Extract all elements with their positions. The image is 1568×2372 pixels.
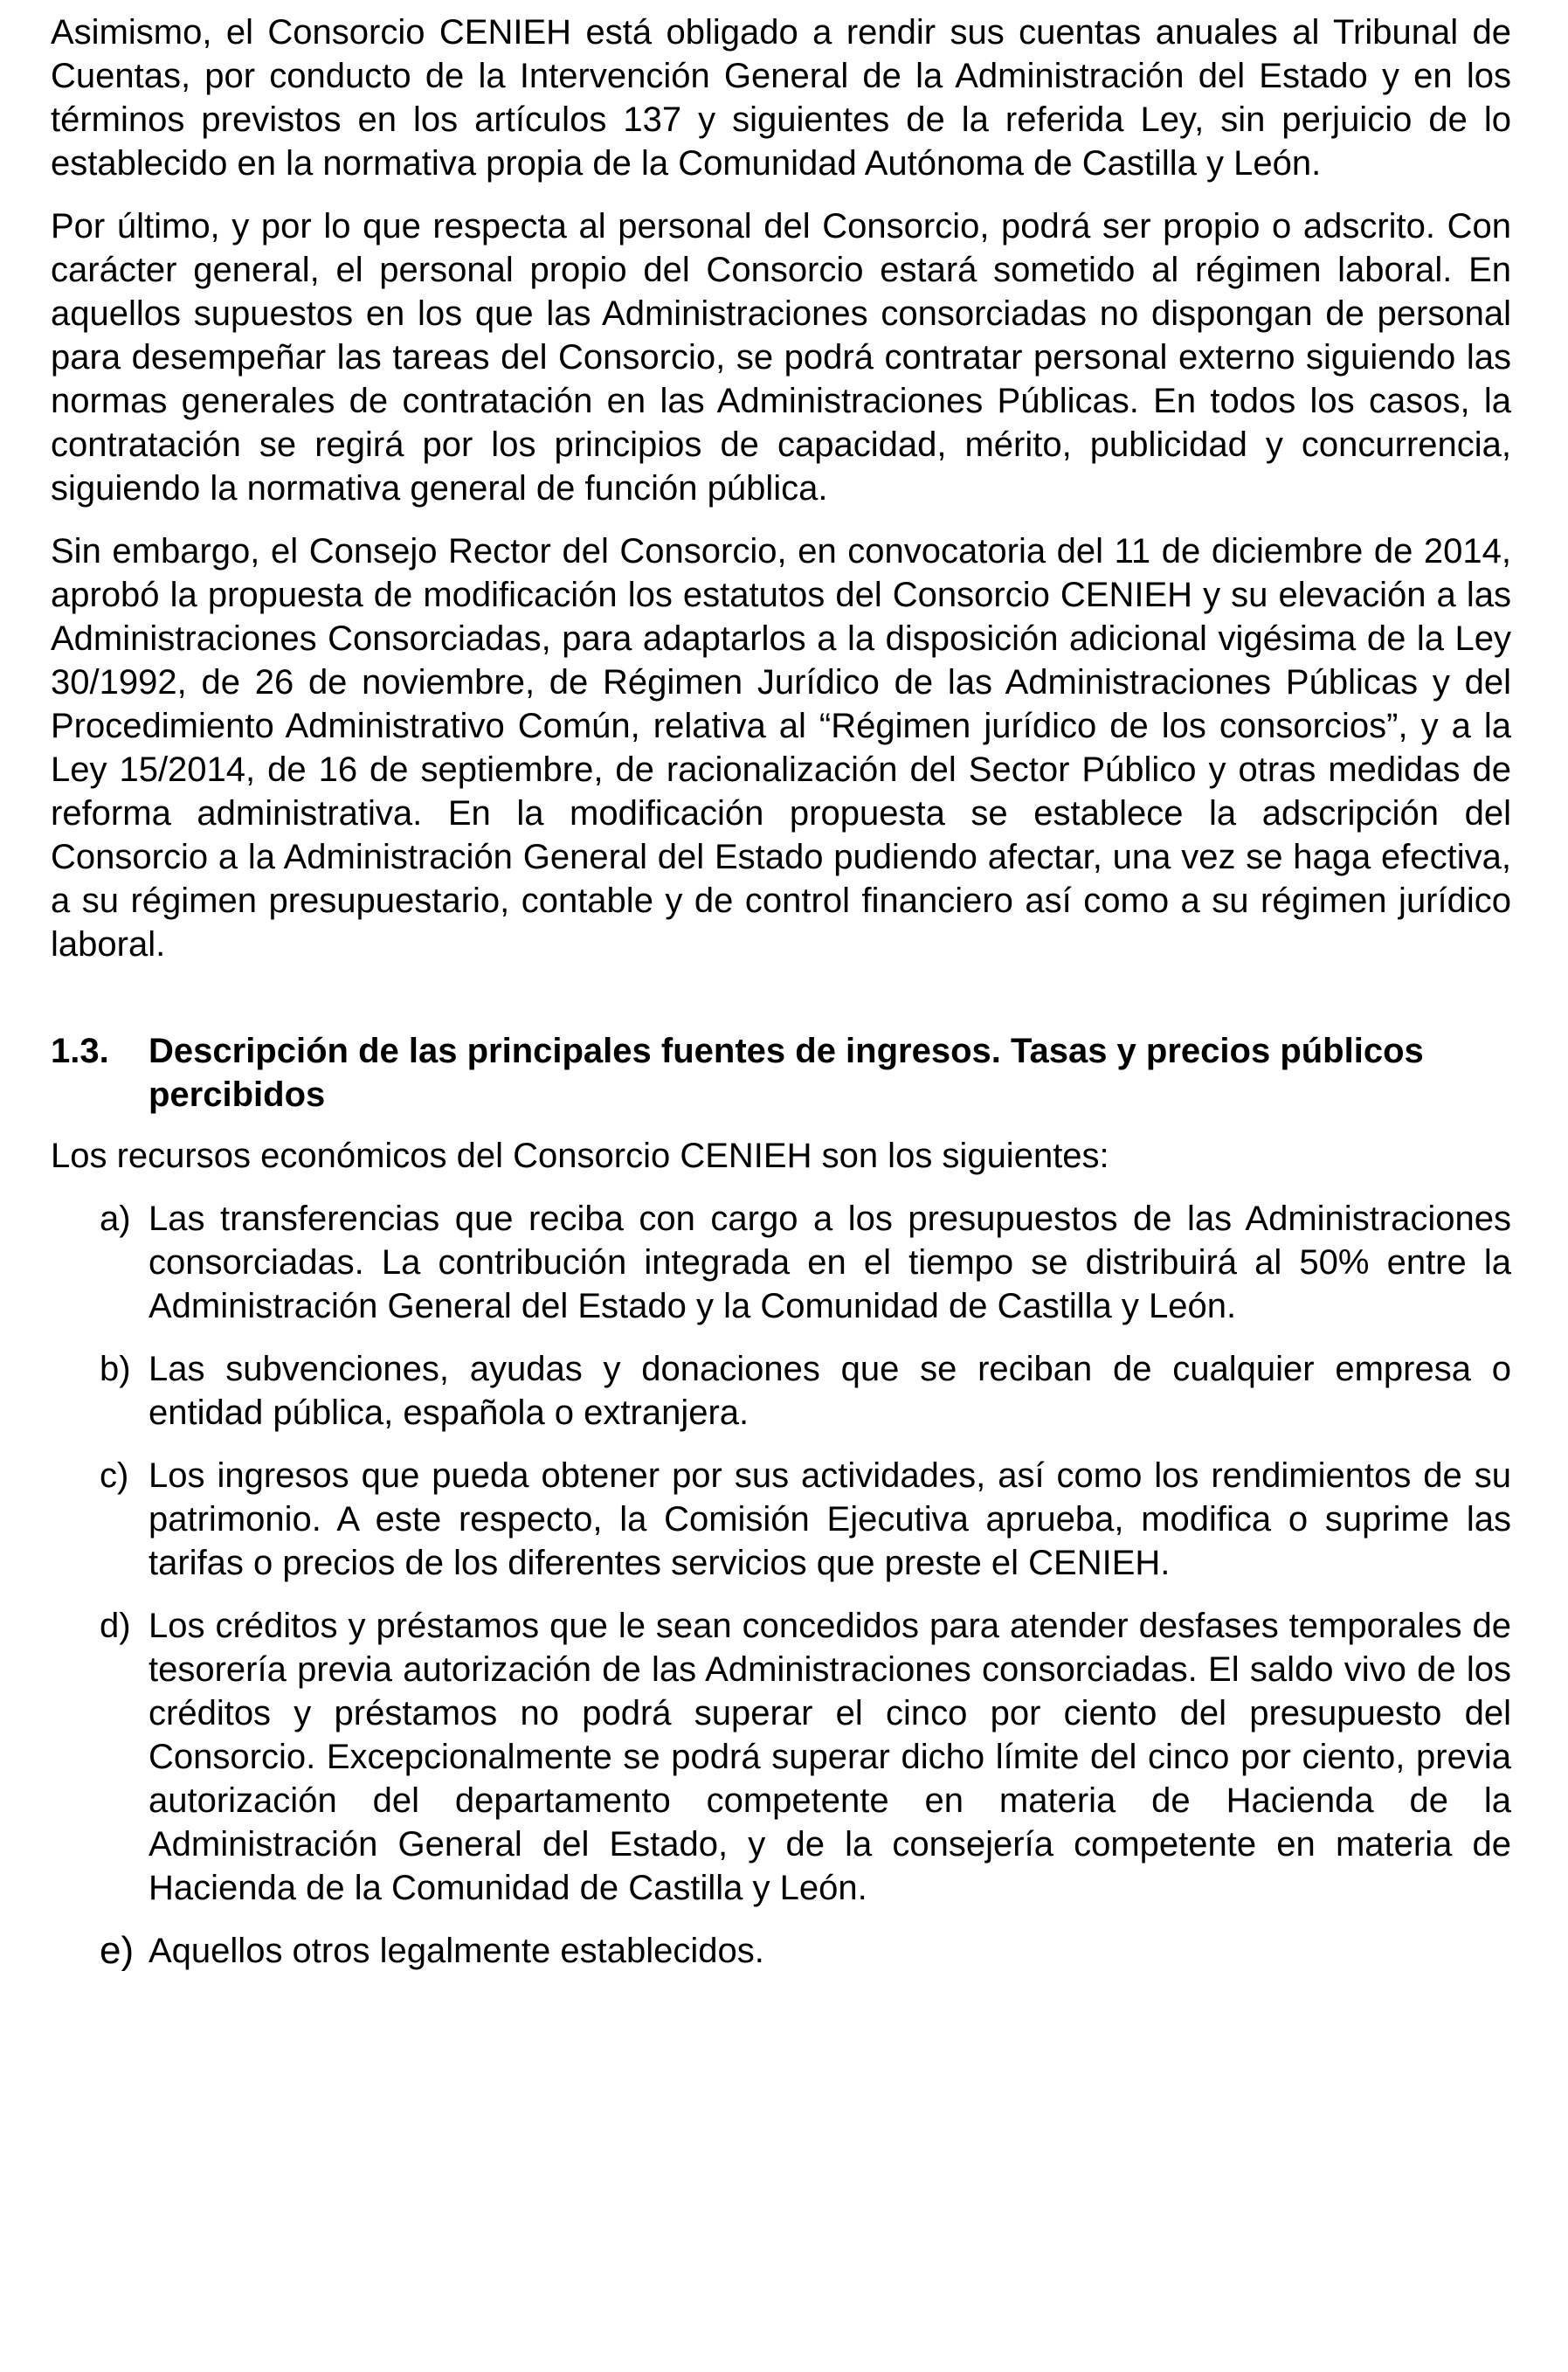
list-item-marker: b) [100,1350,131,1388]
list-item-text: Los ingresos que pueda obtener por sus actividades, así como los rendimientos de su patrimonio. A este respecto, la Comisión Ejecutiva aprueba, modifica o suprime las tarifas o precios de los diferentes servicios que preste el CENIEH. [149,1456,1511,1582]
list-item-marker: e) [100,1929,135,1972]
paragraph-modificacion-estatutos: Sin embargo, el Consejo Rector del Consorcio, en convocatoria del 11 de diciembre de 2014, aprobó la propuesta de modificación los estatutos del Consorcio CENIEH y su elevación a las Administraciones Consorciadas, para adaptarlos a la disposición adicional vigésima de la Ley 30/1992, de 26 de noviembre, de Régimen Jurídico de las Administraciones Públicas y del Procedimiento Administrativo Común, relativa al “Régimen jurídico de los consorcios”, y a la Ley 15/2014, de 16 de septiembre, de racionalización del Sector Público y otras medidas de reforma administrativa. En la modificación propuesta se establece la adscripción del Consorcio a la Administración General del Estado pudiendo afectar, una vez se haga efectiva, a su régimen presupuestario, contable y de control financiero así como a su régimen jurídico laboral. [51,532,1511,964]
list-item [51,1347,1511,1435]
section-title: Descripción de las principales fuentes de ingresos. Tasas y precios públicos percibidos [149,1032,1424,1114]
list-item [51,1197,1511,1328]
list-item-marker: c) [100,1456,129,1495]
list-item [51,1604,1511,1910]
list-item-text: Aquellos otros legalmente establecidos. [149,1932,764,1970]
list-item-marker: d) [100,1607,131,1645]
list-item-marker: a) [100,1200,131,1238]
section-intro: Los recursos económicos del Consorcio CENIEH son los siguientes: [51,1137,1109,1175]
paragraph-personal: Por último, y por lo que respecta al personal del Consorcio, podrá ser propio o adscrito. Con carácter general, el personal propio del Consorcio estará sometido al régimen laboral. En aquellos supuestos en los que las Administraciones consorciadas no dispongan de personal para desempeñar las tareas del Consorcio, se podrá contratar personal externo siguiendo las normas generales de contratación en las Administraciones Públicas. En todos los casos, la contratación se regirá por los principios de capacidad, mérito, publicidad y concurrencia, siguiendo la normativa general de función pública. [51,207,1511,508]
list-item [51,1929,1511,1973]
list-item-text: Los créditos y préstamos que le sean concedidos para atender desfases temporales de tesorería previa autorización de las Administraciones consorciadas. El saldo vivo de los créditos y préstamos no podrá superar el cinco por ciento del presupuesto del Consorcio. Excepcionalmente se podrá superar dicho límite del cinco por ciento, previa autorización del departamento competente en materia de Hacienda de la Administración General del Estado, y de la consejería competente en materia de Hacienda de la Comunidad de Castilla y León. [149,1607,1511,1907]
section-heading [51,1029,1511,1117]
list-item-text: Las subvenciones, ayudas y donaciones que se reciban de cualquier empresa o entidad pública, española o extranjera. [149,1350,1511,1432]
income-sources-list [51,1197,1511,1973]
section-number: 1.3. [51,1032,109,1070]
list-item [51,1454,1511,1585]
list-item-text: Las transferencias que reciba con cargo a los presupuestos de las Administraciones consorciadas. La contribución integrada en el tiempo se distribuirá al 50% entre la Administración General del Estado y la Comunidad de Castilla y León. [149,1200,1511,1325]
paragraph-cuentas-anuales: Asimismo, el Consorcio CENIEH está obligado a rendir sus cuentas anuales al Tribunal de Cuentas, por conducto de la Intervención General de la Administración del Estado y en los términos previstos en los artículos 137 y siguientes de la referida Ley, sin perjuicio de lo establecido en la normativa propia de la Comunidad Autónoma de Castilla y León. [51,13,1511,183]
